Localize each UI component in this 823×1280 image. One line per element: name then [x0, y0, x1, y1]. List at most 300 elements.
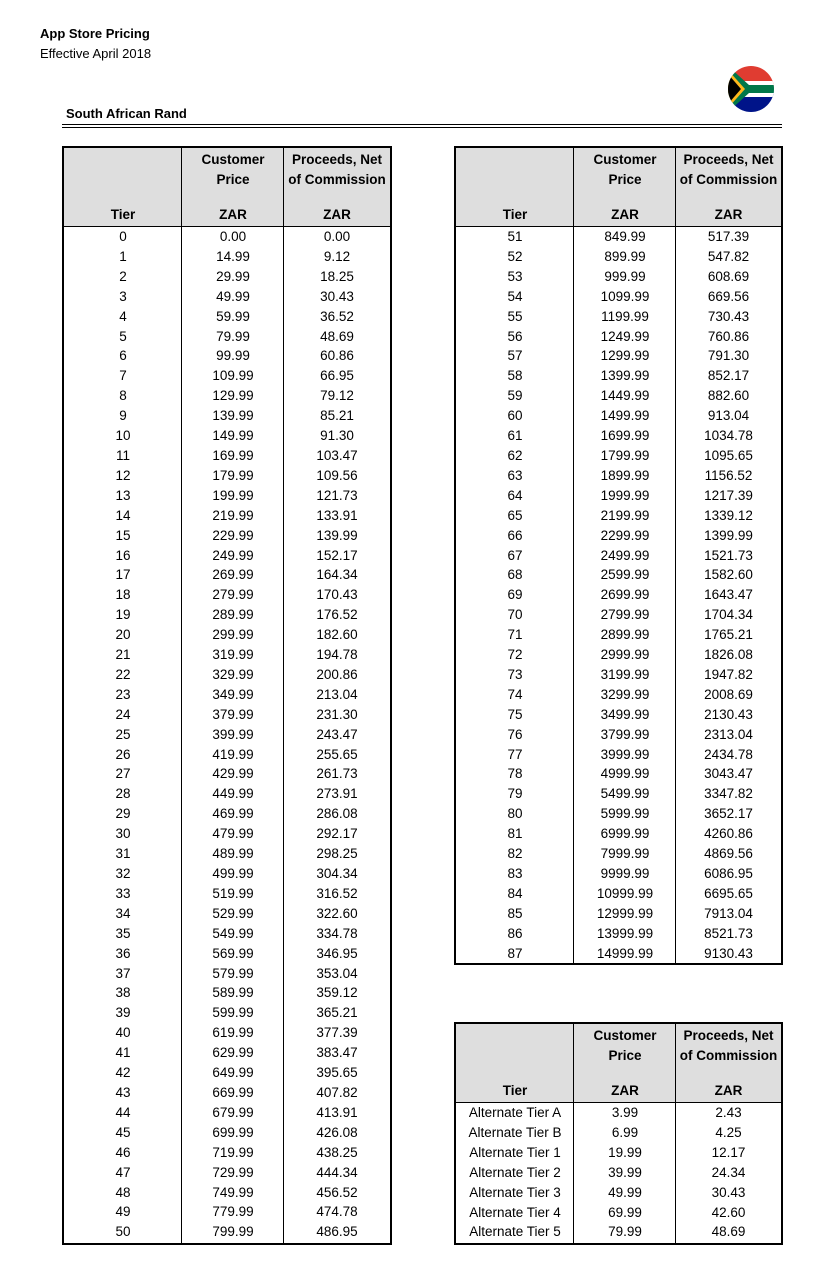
customer-price-cell: 4999.99 [600, 766, 650, 782]
tier-cell: 34 [115, 905, 131, 921]
customer-price-cell: 14999.99 [596, 945, 654, 961]
table-row [64, 247, 390, 267]
table-row [456, 725, 781, 745]
table-row [64, 1143, 390, 1163]
customer-price-cell: 489.99 [212, 846, 254, 862]
proceeds-cell: 456.52 [316, 1184, 358, 1200]
tier-cell: 24 [115, 706, 131, 722]
proceeds-cell: 243.47 [316, 726, 358, 742]
table-row [456, 426, 781, 446]
proceeds-cell: 608.69 [707, 268, 750, 284]
header-rule [62, 127, 782, 128]
proceeds-cell: 176.52 [316, 607, 358, 623]
header-rule [62, 124, 782, 125]
table-row [64, 864, 390, 884]
tier-cell: 77 [507, 746, 523, 762]
table-header [456, 1024, 781, 1103]
table-row [64, 904, 390, 924]
table-row [456, 924, 781, 944]
proceeds-cell: 791.30 [707, 348, 750, 364]
proceeds-cell: 3347.82 [704, 786, 753, 802]
customer-price-cell: 2799.99 [600, 607, 650, 623]
customer-price-cell: 279.99 [212, 587, 254, 603]
tier-cell: 15 [115, 527, 131, 543]
table-row [456, 1103, 781, 1123]
proceeds-cell: 18.25 [320, 268, 354, 284]
tier-cell: 28 [115, 786, 131, 802]
customer-price-cell: 3299.99 [600, 686, 650, 702]
tier-column-header: Tier [502, 1083, 528, 1098]
customer-price-cell: 49.99 [216, 288, 250, 304]
table-row [456, 247, 781, 267]
tier-cell: 82 [507, 846, 523, 862]
customer-price-cell: 499.99 [212, 866, 254, 881]
customer-price-cell: 1899.99 [600, 467, 650, 483]
tier-cell: 44 [115, 1104, 131, 1120]
tier-cell: 41 [115, 1045, 131, 1061]
tier-cell: 13 [115, 487, 131, 503]
customer-price-cell: 669.99 [212, 1084, 254, 1100]
tier-cell: 31 [115, 846, 131, 862]
table-row [64, 585, 390, 605]
proceeds-cell: 2.43 [715, 1105, 742, 1120]
customer-price-column-header: Customer Price ZAR [593, 152, 657, 222]
customer-price-cell: 1699.99 [600, 428, 650, 444]
table-row [64, 346, 390, 366]
customer-price-cell: 899.99 [604, 248, 646, 264]
proceeds-cell: 444.34 [316, 1164, 358, 1180]
proceeds-column-header: Proceeds, Net of Commission ZAR [288, 152, 386, 222]
customer-price-cell: 469.99 [212, 806, 254, 822]
tier-cell: 0 [119, 229, 127, 244]
table-row [64, 804, 390, 824]
price-table-alternate-tiers [454, 1022, 783, 1245]
proceeds-cell: 407.82 [316, 1084, 358, 1100]
table-row [64, 1043, 390, 1063]
customer-price-cell: 59.99 [216, 308, 250, 324]
table-row [456, 546, 781, 566]
table-row [456, 406, 781, 426]
table-row [64, 565, 390, 585]
customer-price-cell: 3499.99 [600, 706, 650, 722]
customer-price-cell: 679.99 [212, 1104, 254, 1120]
customer-price-cell: 129.99 [212, 388, 254, 404]
tier-cell: 27 [115, 766, 131, 782]
tier-cell: 67 [507, 547, 523, 563]
table-row [456, 764, 781, 784]
table-row [64, 506, 390, 526]
tier-cell: 43 [115, 1084, 131, 1100]
customer-price-cell: 29.99 [216, 268, 250, 284]
tier-cell: 70 [507, 607, 523, 623]
proceeds-cell: 760.86 [707, 328, 750, 344]
customer-price-cell: 2499.99 [600, 547, 650, 563]
tier-cell: 60 [507, 408, 523, 424]
tier-cell: 21 [115, 647, 131, 663]
tier-cell: 37 [115, 965, 131, 981]
customer-price-cell: 79.99 [216, 328, 250, 344]
tier-cell: 9 [119, 408, 127, 424]
table-row [64, 406, 390, 426]
proceeds-cell: 304.34 [316, 866, 358, 881]
tier-cell: 75 [507, 706, 523, 722]
tier-cell: 48 [115, 1184, 131, 1200]
table-row [64, 625, 390, 645]
proceeds-cell: 1765.21 [704, 627, 753, 643]
table-row [456, 864, 781, 884]
tier-cell: 46 [115, 1144, 131, 1160]
customer-price-cell: 299.99 [212, 627, 254, 643]
customer-price-cell: 7999.99 [600, 846, 650, 862]
customer-price-cell: 169.99 [212, 447, 254, 463]
proceeds-cell: 109.56 [316, 467, 358, 483]
tier-cell: 45 [115, 1124, 131, 1140]
tier-cell: 78 [507, 766, 523, 782]
proceeds-cell: 4869.56 [704, 846, 753, 862]
table-row [64, 1163, 390, 1183]
customer-price-cell: 799.99 [212, 1224, 254, 1240]
table-row [64, 784, 390, 804]
tier-cell: Alternate Tier 4 [469, 1204, 561, 1220]
proceeds-cell: 164.34 [316, 567, 358, 583]
proceeds-cell: 30.43 [711, 1184, 746, 1200]
proceeds-column-header: Proceeds, Net of Commission ZAR [679, 152, 778, 222]
customer-price-cell: 479.99 [212, 826, 254, 842]
proceeds-cell: 6695.65 [704, 885, 753, 901]
proceeds-cell: 0.00 [323, 229, 351, 244]
proceeds-cell: 413.91 [316, 1104, 358, 1120]
proceeds-cell: 182.60 [316, 627, 358, 643]
table-row [456, 824, 781, 844]
price-table-tiers-51-87 [454, 146, 783, 965]
customer-price-cell: 269.99 [212, 567, 254, 583]
customer-price-cell: 449.99 [212, 786, 254, 802]
proceeds-cell: 3652.17 [704, 806, 753, 822]
customer-price-cell: 69.99 [608, 1204, 642, 1220]
table-row [64, 366, 390, 386]
tier-cell: 30 [115, 826, 131, 842]
customer-price-cell: 3199.99 [600, 666, 650, 682]
proceeds-cell: 359.12 [316, 985, 358, 1001]
tier-cell: 10 [115, 428, 131, 444]
table-row [64, 1123, 390, 1143]
tier-cell: 5 [119, 328, 127, 344]
proceeds-cell: 170.43 [316, 587, 358, 603]
proceeds-cell: 882.60 [707, 388, 750, 404]
proceeds-cell: 852.17 [707, 368, 750, 384]
tier-cell: 84 [507, 885, 523, 901]
customer-price-cell: 229.99 [212, 527, 254, 543]
table-row [64, 267, 390, 287]
proceeds-cell: 4.25 [715, 1124, 742, 1140]
table-row [64, 1103, 390, 1123]
table-row [64, 446, 390, 466]
proceeds-cell: 30.43 [320, 288, 354, 304]
customer-price-cell: 569.99 [212, 945, 254, 961]
table-row [64, 645, 390, 665]
customer-price-cell: 2999.99 [600, 647, 650, 663]
customer-price-cell: 529.99 [212, 905, 254, 921]
tier-cell: 58 [507, 368, 523, 384]
table-row [456, 605, 781, 625]
proceeds-cell: 292.17 [316, 826, 358, 842]
customer-price-cell: 349.99 [212, 686, 254, 702]
customer-price-cell: 109.99 [212, 368, 254, 384]
customer-price-cell: 2699.99 [600, 587, 650, 603]
customer-price-cell: 6999.99 [600, 826, 650, 842]
table-row [64, 526, 390, 546]
proceeds-cell: 103.47 [316, 447, 358, 463]
proceeds-cell: 255.65 [316, 746, 358, 762]
table-row [456, 287, 781, 307]
customer-price-cell: 6.99 [611, 1124, 639, 1140]
tier-cell: 71 [507, 627, 523, 643]
customer-price-cell: 3999.99 [600, 746, 650, 762]
table-row [456, 486, 781, 506]
table-row [456, 884, 781, 904]
tier-cell: 83 [507, 866, 523, 881]
customer-price-cell: 519.99 [212, 885, 254, 901]
proceeds-cell: 316.52 [316, 885, 358, 901]
tier-cell: 64 [507, 487, 523, 503]
tier-cell: 20 [115, 627, 131, 643]
tier-cell: 12 [115, 467, 131, 483]
tier-cell: 52 [507, 248, 523, 264]
proceeds-cell: 1521.73 [704, 547, 753, 563]
tier-cell: 16 [115, 547, 131, 563]
proceeds-cell: 383.47 [316, 1045, 358, 1061]
tier-cell: 29 [115, 806, 131, 822]
table-row [64, 546, 390, 566]
tier-cell: 55 [507, 308, 523, 324]
customer-price-cell: 599.99 [212, 1005, 254, 1021]
table-row [456, 327, 781, 347]
table-row [64, 426, 390, 446]
proceeds-column-header: Proceeds, Net of Commission ZAR [679, 1028, 778, 1098]
table-row [64, 1202, 390, 1222]
table-row [456, 1222, 781, 1242]
table-row [456, 227, 781, 247]
tier-cell: 19 [115, 607, 131, 623]
tier-cell: 14 [115, 507, 131, 523]
proceeds-cell: 547.82 [707, 248, 750, 264]
tier-cell: 17 [115, 567, 131, 583]
table-row [64, 486, 390, 506]
customer-price-cell: 1299.99 [600, 348, 650, 364]
proceeds-cell: 438.25 [316, 1144, 358, 1160]
customer-price-cell: 289.99 [212, 607, 254, 623]
table-row [456, 267, 781, 287]
customer-price-cell: 779.99 [212, 1204, 254, 1220]
proceeds-cell: 48.69 [711, 1224, 746, 1240]
table-row [64, 327, 390, 347]
table-row [64, 287, 390, 307]
tier-cell: 22 [115, 666, 131, 682]
table-row [456, 804, 781, 824]
table-row [456, 944, 781, 964]
proceeds-cell: 365.21 [316, 1005, 358, 1021]
table-row [456, 645, 781, 665]
proceeds-cell: 474.78 [316, 1204, 358, 1220]
tier-cell: 87 [507, 945, 523, 961]
proceeds-cell: 261.73 [316, 766, 358, 782]
proceeds-cell: 913.04 [707, 408, 750, 424]
proceeds-cell: 1582.60 [704, 567, 753, 583]
proceeds-cell: 517.39 [707, 229, 750, 244]
table-row [456, 526, 781, 546]
tier-cell: 68 [507, 567, 523, 583]
proceeds-cell: 346.95 [316, 945, 358, 961]
table-row [64, 983, 390, 1003]
customer-price-cell: 0.00 [219, 229, 247, 244]
proceeds-cell: 669.56 [707, 288, 750, 304]
proceeds-cell: 286.08 [316, 806, 358, 822]
proceeds-cell: 4260.86 [704, 826, 753, 842]
customer-price-cell: 2899.99 [600, 627, 650, 643]
customer-price-cell: 9999.99 [600, 866, 650, 881]
proceeds-cell: 231.30 [316, 706, 358, 722]
proceeds-cell: 273.91 [316, 786, 358, 802]
tier-cell: 79 [507, 786, 523, 802]
customer-price-cell: 2199.99 [600, 507, 650, 523]
tier-cell: 81 [507, 826, 523, 842]
table-header [64, 148, 390, 227]
tier-cell: 74 [507, 686, 523, 702]
proceeds-cell: 152.17 [316, 547, 358, 563]
table-row [64, 764, 390, 784]
tier-cell: 51 [507, 229, 523, 244]
table-row [456, 784, 781, 804]
customer-price-cell: 139.99 [212, 408, 254, 424]
document-title: App Store Pricing [40, 26, 150, 41]
customer-price-cell: 12999.99 [596, 905, 654, 921]
table-row [64, 944, 390, 964]
customer-price-cell: 219.99 [212, 507, 254, 523]
customer-price-cell: 999.99 [604, 268, 646, 284]
proceeds-cell: 2313.04 [704, 726, 753, 742]
proceeds-cell: 298.25 [316, 846, 358, 862]
proceeds-cell: 3043.47 [704, 766, 753, 782]
tier-column-header: Tier [110, 207, 136, 222]
table-row [64, 745, 390, 765]
tier-cell: 26 [115, 746, 131, 762]
proceeds-cell: 42.60 [711, 1204, 746, 1220]
proceeds-cell: 1217.39 [704, 487, 753, 503]
table-row [64, 924, 390, 944]
tier-cell: 62 [507, 447, 523, 463]
customer-price-cell: 589.99 [212, 985, 254, 1001]
proceeds-cell: 66.95 [320, 368, 354, 384]
tier-cell: 59 [507, 388, 523, 404]
proceeds-cell: 1947.82 [704, 666, 753, 682]
table-row [456, 745, 781, 765]
proceeds-cell: 139.99 [316, 527, 358, 543]
table-row [456, 466, 781, 486]
proceeds-cell: 9130.43 [704, 945, 753, 961]
tier-cell: 33 [115, 885, 131, 901]
customer-price-cell: 699.99 [212, 1124, 254, 1140]
table-row [456, 565, 781, 585]
table-row [64, 307, 390, 327]
tier-cell: 57 [507, 348, 523, 364]
customer-price-column-header: Customer Price ZAR [593, 1028, 657, 1098]
proceeds-cell: 6086.95 [704, 866, 753, 881]
proceeds-cell: 2434.78 [704, 746, 753, 762]
proceeds-cell: 79.12 [320, 388, 354, 404]
tier-cell: 36 [115, 945, 131, 961]
table-row [456, 705, 781, 725]
proceeds-cell: 213.04 [316, 686, 358, 702]
table-row [64, 1183, 390, 1203]
customer-price-cell: 1249.99 [600, 328, 650, 344]
table-row [64, 824, 390, 844]
table-row [64, 1083, 390, 1103]
table-row [456, 685, 781, 705]
table-row [456, 665, 781, 685]
tier-cell: 38 [115, 985, 131, 1001]
customer-price-cell: 1099.99 [600, 288, 650, 304]
tier-cell: 73 [507, 666, 523, 682]
customer-price-cell: 379.99 [212, 706, 254, 722]
tier-cell: 42 [115, 1065, 131, 1081]
proceeds-cell: 91.30 [320, 428, 354, 444]
tier-cell: 61 [507, 428, 523, 444]
table-row [456, 1123, 781, 1143]
tier-cell: 76 [507, 726, 523, 742]
customer-price-cell: 399.99 [212, 726, 254, 742]
customer-price-cell: 749.99 [212, 1184, 254, 1200]
table-header [456, 148, 781, 227]
table-row [456, 625, 781, 645]
proceeds-cell: 133.91 [316, 507, 358, 523]
customer-price-cell: 629.99 [212, 1045, 254, 1061]
tier-cell: 18 [115, 587, 131, 603]
proceeds-cell: 60.86 [320, 348, 354, 364]
table-row [456, 506, 781, 526]
tier-cell: 53 [507, 268, 523, 284]
table-row [64, 964, 390, 984]
tier-cell: 8 [119, 388, 127, 404]
tier-cell: 72 [507, 647, 523, 663]
tier-cell: 3 [119, 288, 127, 304]
customer-price-cell: 5999.99 [600, 806, 650, 822]
proceeds-cell: 486.95 [316, 1224, 358, 1240]
table-row [64, 705, 390, 725]
tier-cell: 40 [115, 1025, 131, 1041]
customer-price-cell: 179.99 [212, 467, 254, 483]
customer-price-cell: 419.99 [212, 746, 254, 762]
customer-price-cell: 649.99 [212, 1065, 254, 1081]
table-row [456, 1183, 781, 1203]
table-row [456, 585, 781, 605]
tier-cell: 23 [115, 686, 131, 702]
document-subtitle: Effective April 2018 [40, 46, 152, 61]
customer-price-cell: 1999.99 [600, 487, 650, 503]
tier-cell: 54 [507, 288, 523, 304]
customer-price-cell: 49.99 [608, 1184, 642, 1200]
tier-cell: Alternate Tier B [468, 1124, 562, 1140]
customer-price-cell: 329.99 [212, 666, 254, 682]
proceeds-cell: 1826.08 [704, 647, 753, 663]
tier-cell: 35 [115, 925, 131, 941]
proceeds-cell: 2130.43 [704, 706, 753, 722]
proceeds-cell: 8521.73 [704, 925, 753, 941]
table-row [456, 366, 781, 386]
customer-price-cell: 2599.99 [600, 567, 650, 583]
tier-cell: 7 [119, 368, 127, 384]
tier-cell: 85 [507, 905, 523, 921]
table-row [456, 446, 781, 466]
